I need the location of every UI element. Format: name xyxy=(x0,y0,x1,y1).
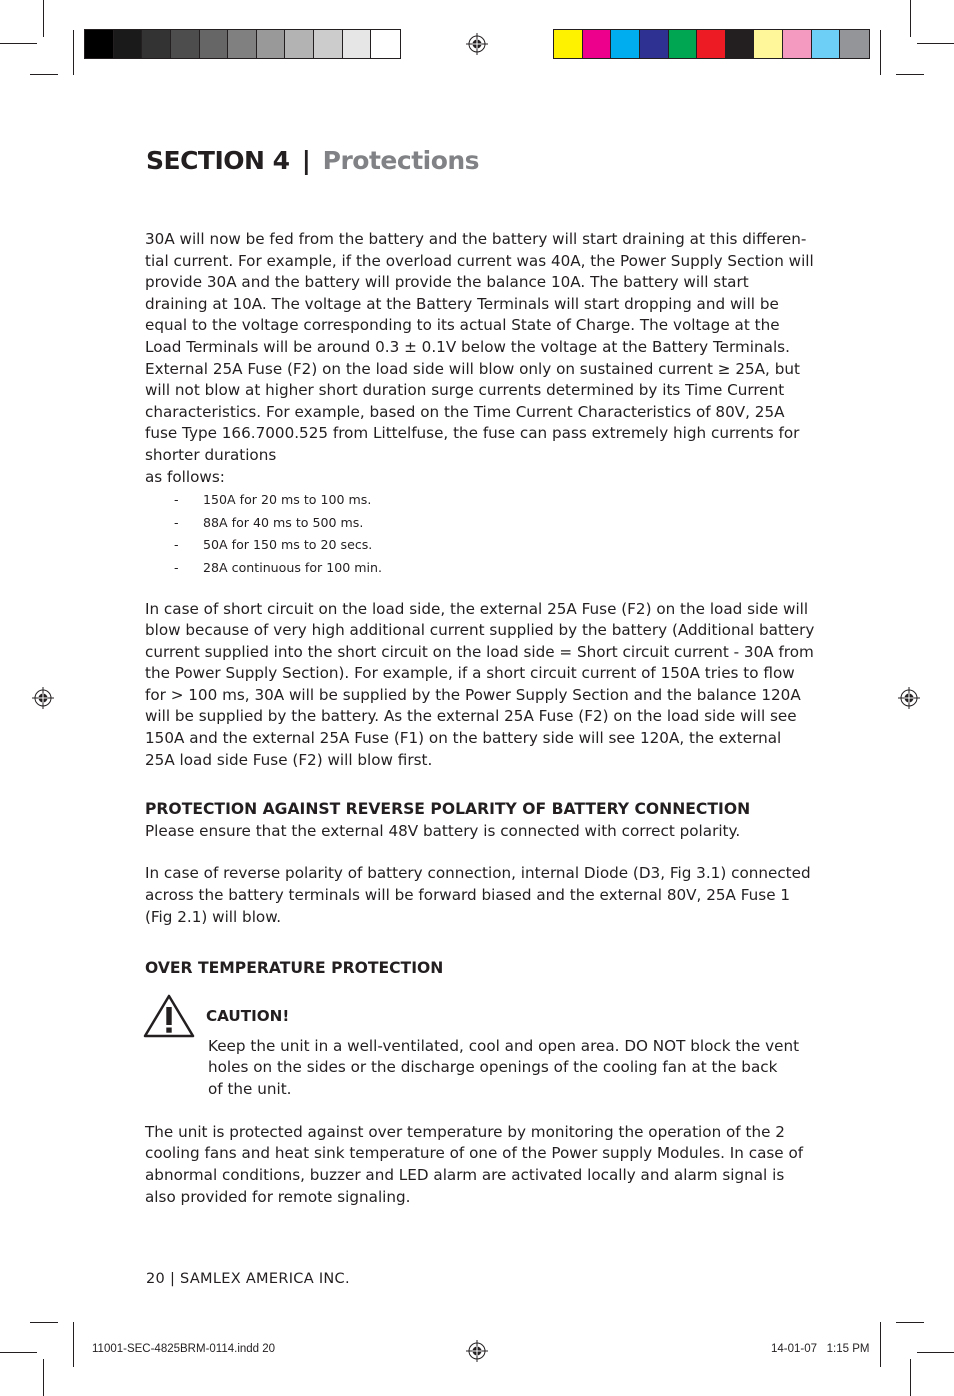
color-swatch xyxy=(343,30,372,58)
color-swatch xyxy=(142,30,171,58)
list-item: - 28A continuous for 100 min. xyxy=(145,557,815,580)
crop-mark xyxy=(73,1322,74,1367)
color-swatch xyxy=(257,30,286,58)
heading-over-temperature: OVER TEMPERATURE PROTECTION xyxy=(145,959,444,978)
crop-mark xyxy=(896,1322,924,1323)
registration-mark-icon xyxy=(898,687,920,709)
slug-timestamp: 14-01-07 1:15 PM xyxy=(771,1343,870,1355)
color-swatch xyxy=(611,30,640,58)
color-swatch xyxy=(171,30,200,58)
section-number: SECTION 4 xyxy=(146,146,290,175)
crop-mark xyxy=(896,74,924,75)
color-swatch xyxy=(583,30,612,58)
warning-triangle-icon xyxy=(143,994,195,1038)
color-swatch xyxy=(114,30,143,58)
section-separator: | xyxy=(301,146,311,175)
color-swatch xyxy=(371,30,400,58)
color-swatch xyxy=(640,30,669,58)
section-heading xyxy=(146,146,479,175)
list-item: - 150A for 20 ms to 100 ms. xyxy=(145,489,815,512)
registration-mark-icon xyxy=(32,687,54,709)
crop-mark xyxy=(73,30,74,75)
section-title: Protections xyxy=(322,146,480,175)
crop-mark xyxy=(910,0,911,37)
color-swatch xyxy=(783,30,812,58)
caution-label: CAUTION! xyxy=(206,1006,290,1025)
registration-mark-icon xyxy=(466,1340,488,1362)
bullet-dash: - xyxy=(174,514,179,530)
crop-mark xyxy=(43,0,44,37)
crop-mark xyxy=(30,74,58,75)
process-color-bar xyxy=(553,29,870,59)
color-swatch xyxy=(285,30,314,58)
paragraph-short-circuit: In case of short circuit on the load side, the external 25A Fuse (F2) on the load side will blow because of very high additional current supplied by the battery (Additional battery current supplied into the short circuit on the load side = Short circuit current - 30A from the Power Supply Section). For example, if a short circuit current of 150A tries to flow for > 100 ms, 30A will be supplied by the Power Supply Section and the balance 120A will be supplied by the battery. As the external 25A Fuse (F2) on the load side will see 150A and the external 25A Fuse (F1) on the battery side will see 120A, the external 25A load side Fuse (F2) will blow first. xyxy=(145,599,815,769)
bullet-dash: - xyxy=(174,537,179,553)
grayscale-color-bar xyxy=(84,29,401,59)
paragraph-as-follows: as follows: xyxy=(145,467,225,486)
color-swatch xyxy=(228,30,257,58)
bullet-dash: - xyxy=(174,492,179,508)
color-swatch xyxy=(697,30,726,58)
crop-mark xyxy=(917,1352,954,1353)
crop-mark xyxy=(917,43,954,44)
crop-mark xyxy=(0,1352,37,1353)
crop-mark xyxy=(880,30,881,75)
list-item: - 50A for 150 ms to 20 secs. xyxy=(145,534,815,557)
crop-mark xyxy=(910,1359,911,1396)
crop-mark xyxy=(30,1322,58,1323)
color-swatch xyxy=(840,30,869,58)
paragraph-correct-polarity: Please ensure that the external 48V battery is connected with correct polarity. xyxy=(145,821,741,840)
caution-text: Keep the unit in a well-ventilated, cool and open area. DO NOT block the vent holes on the sides or the discharge openings of the cooling fan at the back of the unit. xyxy=(208,1036,800,1098)
color-swatch xyxy=(200,30,229,58)
paragraph-battery-draining: 30A will now be fed from the battery and the battery will start draining at this differen-tial current. For example, if the overload current was 40A, the Power Supply Section will provide 30A and the battery will provide the balance 10A. The battery will start draining at 10A. The voltage at the Battery Terminals will start dropping and will be equal to the voltage corresponding to its actual State of Charge. The voltage at the Load Terminals will be around 0.3 ± 0.1V below the voltage at the Battery Terminals. External 25A Fuse (F2) on the load side will blow only on sustained current ≥ 25A, but will not blow at higher short duration surge currents determined by its Time Current characteristics. For example, based on the Time Current Characteristics of 80V, 25A fuse Type 166.7000.525 from Littelfuse, the fuse can pass extremely high currents for shorter durations xyxy=(145,230,814,464)
page-footer: 20 | SAMLEX AMERICA INC. xyxy=(146,1271,350,1287)
heading-reverse-polarity: PROTECTION AGAINST REVERSE POLARITY OF BATTERY CONNECTION xyxy=(145,800,751,819)
color-swatch xyxy=(726,30,755,58)
color-swatch xyxy=(85,30,114,58)
color-swatch xyxy=(754,30,783,58)
bullet-dash: - xyxy=(174,559,179,575)
color-swatch xyxy=(669,30,698,58)
slug-filename: 11001-SEC-4825BRM-0114.indd 20 xyxy=(92,1343,276,1355)
color-swatch xyxy=(812,30,841,58)
color-swatch xyxy=(314,30,343,58)
fuse-current-list xyxy=(145,489,815,579)
paragraph-reverse-polarity: In case of reverse polarity of battery connection, internal Diode (D3, Fig 3.1) connected across the battery terminals will be forward biased and the external 80V, 25A Fuse 1 xyxy=(145,864,811,905)
crop-mark xyxy=(0,43,37,44)
caution-box xyxy=(145,990,815,1122)
crop-mark xyxy=(880,1322,881,1367)
list-item: - 88A for 40 ms to 500 ms. xyxy=(145,512,815,535)
registration-mark-icon xyxy=(466,33,488,55)
paragraph-fig-ref: (Fig 2.1) will blow. xyxy=(145,907,282,926)
paragraph-temperature-monitoring: The unit is protected against over temperature by monitoring the operation of the 2 cooling fans and heat sink temperature of one of the Power supply Modules. In case of abnormal conditions, buzzer and LED alarm are activated locally and alarm signal is also provided for remote signaling. xyxy=(145,1122,804,1206)
crop-mark xyxy=(43,1359,44,1396)
page-content xyxy=(145,229,815,1208)
color-swatch xyxy=(554,30,583,58)
